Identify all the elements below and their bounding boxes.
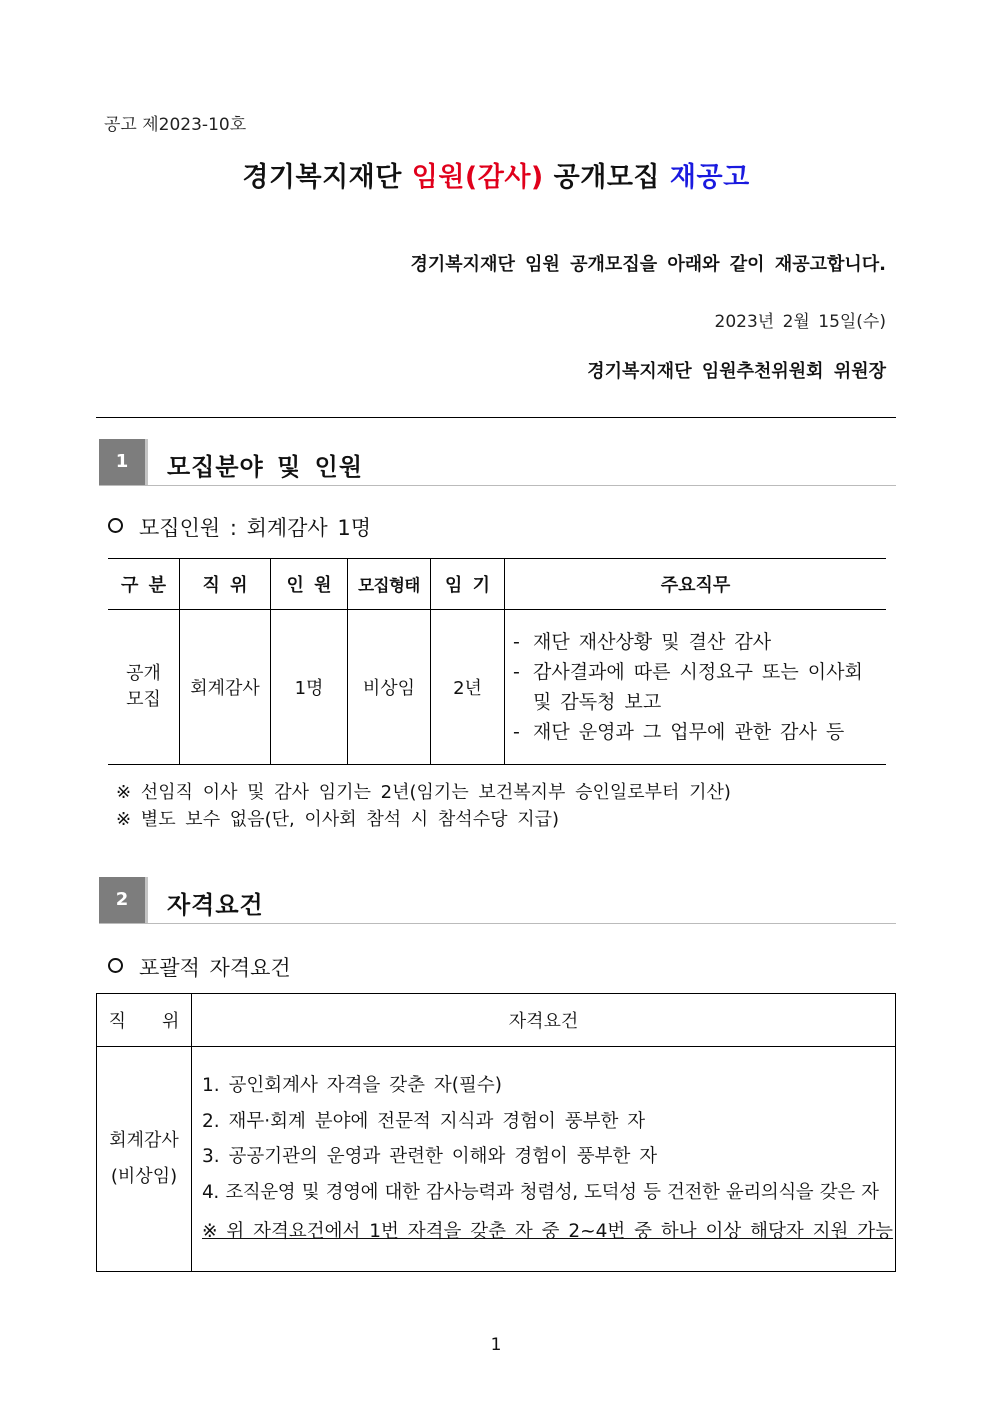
table-header-row (108, 559, 886, 610)
section-title: 자격요건 (167, 891, 264, 919)
section-title: 모집분야 및 인원 (167, 453, 363, 481)
position-line: 회계감사 (109, 1130, 179, 1151)
duties-cell (505, 610, 887, 765)
table-row (108, 610, 886, 765)
col-header: 모집형태 (348, 559, 431, 610)
requirements-cell (192, 1047, 896, 1272)
note-term: ※ 선임직 이사 및 감사 임기는 2년(임기는 보건복지부 승인일로부터 기산) (116, 782, 731, 803)
col-header: 구 분 (108, 559, 180, 610)
position-cell: 회계감사 (180, 610, 271, 765)
page-title (0, 155, 992, 194)
section-number: 1 (99, 439, 145, 485)
category-cell (108, 610, 180, 765)
duty-item: - 재단 운영과 그 업무에 관한 감사 등 (513, 717, 886, 747)
bullet-text: 모집인원 : 회계감사 1명 (139, 516, 372, 540)
requirement-item: 1. 공인회계사 자격을 갖춘 자(필수) (202, 1075, 502, 1097)
position-line: (비상임) (110, 1166, 178, 1187)
notice-date: 2023년 2월 15일(수) (714, 312, 886, 332)
table-header-row (97, 994, 896, 1047)
category-line: 모집 (126, 689, 161, 710)
recruit-bullet (108, 512, 371, 542)
intro-text: 경기복지재단 임원 공개모집을 아래와 같이 재공고합니다. (410, 254, 886, 275)
col-header: 자격요건 (192, 994, 896, 1047)
divider (96, 417, 896, 418)
qualification-bullet (108, 952, 291, 982)
col-header: 인 원 (271, 559, 348, 610)
qualification-table (96, 993, 896, 1272)
section-1-header (99, 439, 896, 486)
col-header: 직 위 (97, 994, 192, 1047)
note-pay: ※ 별도 보수 없음(단, 이사회 참석 시 참석수당 지급) (116, 809, 559, 830)
title-part3: 공개모집 (553, 162, 660, 193)
term-cell: 2년 (431, 610, 505, 765)
col-header: 임 기 (431, 559, 505, 610)
table-row (97, 1047, 896, 1272)
issuer: 경기복지재단 임원추천위원회 위원장 (587, 361, 886, 382)
circle-bullet-icon (108, 958, 123, 973)
requirement-item: 2. 재무·회계 분야에 전문적 지식과 경험이 풍부한 자 (202, 1110, 646, 1132)
col-header: 주요직무 (505, 559, 887, 610)
duty-item: - 감사결과에 따른 시정요구 또는 이사회 및 감독청 보고 (513, 657, 886, 717)
requirement-note: ※ 위 자격요건에서 1번 자격을 갖춘 자 중 2~4번 중 하나 이상 해당자 지원 가능 (202, 1221, 894, 1243)
duty-item: - 재단 재산상황 및 결산 감사 (513, 627, 886, 657)
title-part2: 임원(감사) (411, 162, 544, 193)
col-header: 직 위 (180, 559, 271, 610)
position-cell (97, 1047, 192, 1272)
requirement-item: 3. 공공기관의 운영과 관련한 이해와 경험이 풍부한 자 (202, 1146, 658, 1168)
page-number: 1 (490, 1335, 502, 1355)
title-part4: 재공고 (669, 162, 750, 193)
type-cell: 비상임 (348, 610, 431, 765)
notice-number: 공고 제2023-10호 (104, 115, 247, 135)
recruit-table (108, 558, 886, 765)
circle-bullet-icon (108, 518, 123, 533)
requirement-item: 4. 조직운영 및 경영에 대한 감사능력과 청렴성, 도덕성 등 건전한 윤리의식을 갖은 자 (202, 1181, 879, 1203)
section-2-header (99, 877, 896, 924)
count-cell: 1명 (271, 610, 348, 765)
bullet-text: 포괄적 자격요건 (139, 956, 291, 980)
section-number: 2 (99, 877, 145, 923)
category-line: 공개 (126, 663, 161, 684)
title-part1: 경기복지재단 (242, 162, 402, 193)
